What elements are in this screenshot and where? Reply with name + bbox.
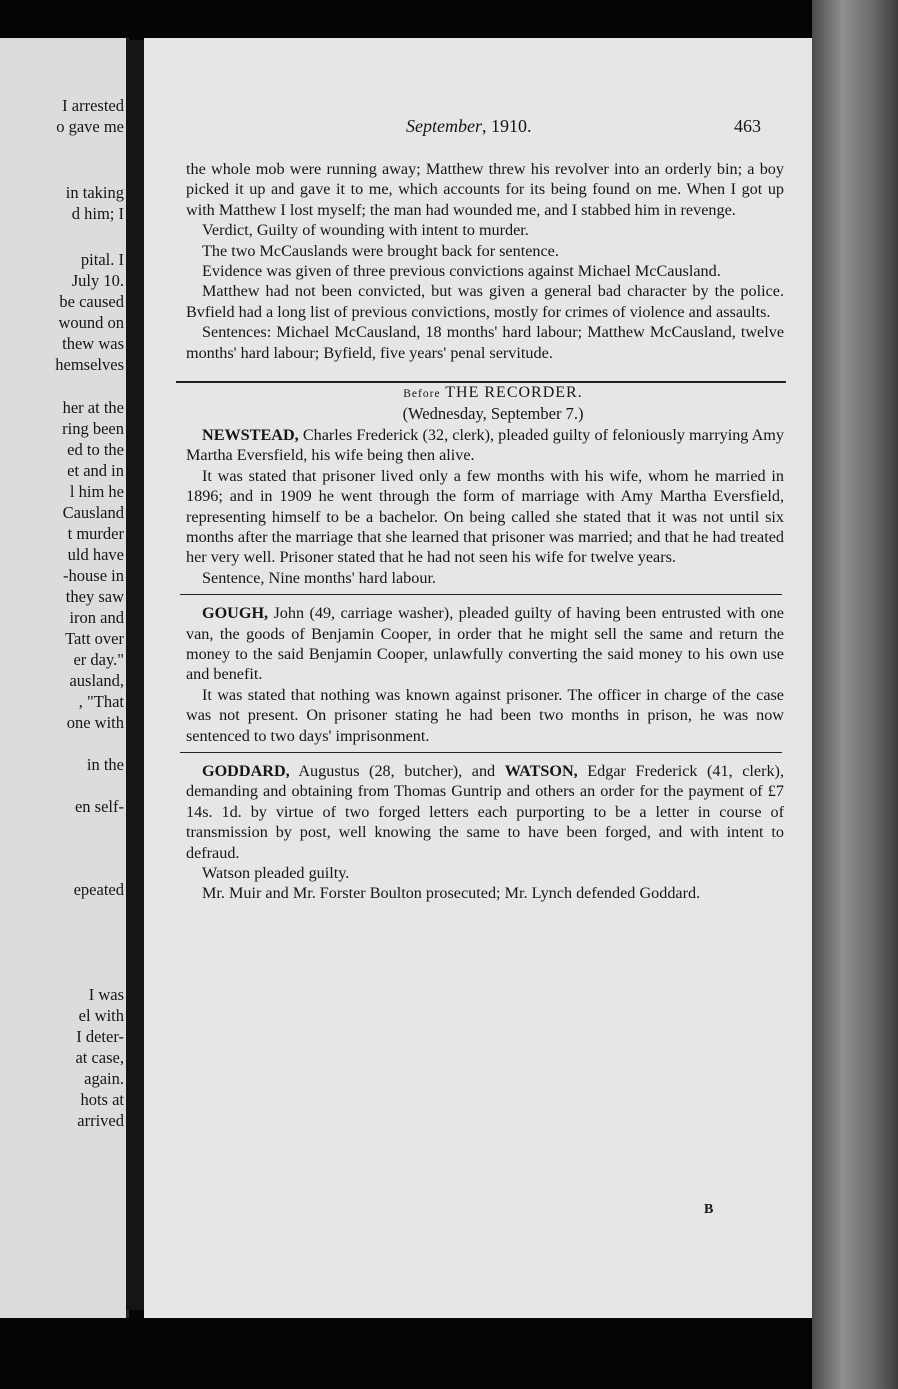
facing-page-fragment: en self- bbox=[74, 797, 124, 816]
defendant-newstead: NEWSTEAD, bbox=[202, 425, 299, 444]
facing-page-fragment: again. bbox=[84, 1069, 124, 1088]
book-gutter bbox=[126, 40, 144, 1310]
newstead-statement: It was stated that prisoner lived only a few months with his wife, whom he married in 1896; and in 1909 he went through the form of marriage with Amy Martha Eversfield, representing himself to be a bachelor. On being called she stated that it was not until six months after the marriage that she learned that prisoner was married; and that he had treated her very well. Prisoner stated that he had not seen his wife for twelve years. bbox=[186, 466, 784, 567]
facing-page-fragment: er day." bbox=[73, 650, 124, 669]
background-edge bbox=[812, 0, 898, 1389]
facing-page-fragment: d him; I bbox=[71, 204, 124, 223]
gough-charge bbox=[186, 603, 784, 685]
facing-page-fragment: be caused bbox=[59, 292, 124, 311]
section-heading bbox=[186, 383, 784, 404]
sentences-paragraph: Sentences: Michael McCausland, 18 months' hard labour; Matthew McCausland, twelve months' hard labour; Byfield, five years' penal servitude. bbox=[186, 323, 784, 362]
goddard-charge-text: Edgar Frederick (41, clerk), demanding and obtaining from Thomas Guntrip and others an order for the payment of £7 14s. 1d. by virtue of two forged letters each purporting to be a letter in course of transmission by post, well knowing the same to have been forged, and with intent to defraud. bbox=[186, 761, 784, 862]
facing-page-fragment: at case, bbox=[75, 1048, 124, 1067]
goddard-mid-text: Augustus (28, butcher), and bbox=[289, 761, 505, 780]
facing-page-fragment: ausland, bbox=[69, 671, 124, 690]
newstead-charge-text: Charles Frederick (32, clerk), pleaded guilty of feloniously marrying Amy Martha Eversfield, his wife being then alive. bbox=[186, 425, 784, 465]
gough-statement: It was stated that nothing was known against prisoner. The officer in charge of the case was not present. On prisoner stating he had been two months in prison, he was now sentenced to two days' imprisonment. bbox=[186, 685, 784, 745]
facing-page-fragment: el with bbox=[78, 1006, 124, 1025]
sentence-return-paragraph: The two McCauslands were brought back for sentence. bbox=[202, 241, 559, 260]
running-head-year: , 1910. bbox=[481, 116, 532, 136]
facing-page-fragment: hots at bbox=[80, 1090, 124, 1109]
defendant-gough: GOUGH, bbox=[202, 604, 269, 623]
facing-page-fragment: iron and bbox=[69, 608, 124, 627]
facing-page-fragment: -house in bbox=[63, 566, 124, 585]
facing-page-fragment: July 10. bbox=[71, 271, 124, 290]
facing-page-fragment: in the bbox=[86, 755, 124, 774]
facing-page-fragment: I deter- bbox=[76, 1027, 124, 1046]
heading-before: Before bbox=[403, 388, 441, 401]
facing-page-fragment: Causland bbox=[62, 503, 124, 522]
continued-testimony: the whole mob were running away; Matthew threw his revolver into an orderly bin; a boy picked it up and gave it to me, which accounts for its being found on me. When I got up with Matthew I lost myself; the man had wounded me, and I stabbed him in revenge. bbox=[186, 160, 784, 219]
verdict-paragraph: Verdict, Guilty of wounding with intent to murder. bbox=[202, 221, 529, 240]
facing-page-left bbox=[0, 38, 129, 1318]
newstead-charge bbox=[186, 425, 784, 466]
running-head-month: September bbox=[406, 116, 482, 136]
facing-page-fragment: , "That bbox=[78, 692, 124, 711]
facing-page-fragment: epeated bbox=[73, 880, 124, 899]
facing-page-fragment: arrived bbox=[77, 1111, 124, 1130]
facing-page-fragment: uld have bbox=[67, 545, 124, 564]
case-divider bbox=[180, 594, 782, 595]
case-divider bbox=[180, 752, 782, 753]
page-463 bbox=[144, 38, 812, 1318]
facing-page-fragment: her at the bbox=[62, 398, 124, 417]
signature-mark: B bbox=[704, 1202, 714, 1217]
running-head bbox=[406, 116, 531, 137]
facing-page-fragment: I was bbox=[88, 985, 124, 1004]
page-header bbox=[144, 116, 812, 142]
page-number: 463 bbox=[734, 116, 761, 136]
facing-page-fragment: I arrested bbox=[62, 96, 124, 115]
facing-page-fragment: wound on bbox=[58, 313, 124, 332]
page-body bbox=[186, 159, 784, 904]
evidence-paragraph: Evidence was given of three previous convictions against Michael McCausland. bbox=[202, 262, 721, 281]
gough-charge-text: John (49, carriage washer), pleaded guilty of having been entrusted with one van, the goods of Benjamin Cooper, in order that he might sell the same and return the money to the said Benjamin Cooper, unlawfully converting the said money to his own use and benefit. bbox=[186, 604, 784, 684]
facing-page-fragment: ed to the bbox=[67, 440, 124, 459]
facing-page-fragment: one with bbox=[66, 713, 124, 732]
session-date: (Wednesday, September 7.) bbox=[402, 404, 584, 424]
watson-plea: Watson pleaded guilty. bbox=[202, 864, 350, 882]
facing-page-fragment: l him he bbox=[69, 482, 124, 501]
facing-page-fragment: et and in bbox=[67, 461, 124, 480]
facing-page-fragment: hemselves bbox=[55, 355, 124, 374]
facing-page-fragment: they saw bbox=[65, 587, 124, 606]
defendant-goddard: GODDARD, bbox=[202, 761, 290, 780]
newstead-sentence: Sentence, Nine months' hard labour. bbox=[202, 568, 436, 587]
heading-recorder: THE RECORDER. bbox=[445, 384, 583, 402]
character-paragraph: Matthew had not been convicted, but was given a general bad character by the police. Bvfield had a long list of previous convictions, mostly for crimes of violence and assaults. bbox=[186, 282, 784, 321]
facing-page-fragment: o gave me bbox=[56, 117, 124, 136]
facing-page-fragment: thew was bbox=[62, 334, 124, 353]
counsel-paragraph: Mr. Muir and Mr. Forster Boulton prosecuted; Mr. Lynch defended Goddard. bbox=[202, 884, 701, 903]
facing-page-fragment: pital. I bbox=[80, 250, 124, 269]
goddard-watson-charge bbox=[186, 761, 784, 863]
facing-page-fragment: Tatt over bbox=[65, 629, 124, 648]
defendant-watson: WATSON, bbox=[504, 761, 578, 780]
facing-page-fragment: t murder bbox=[67, 524, 124, 543]
facing-page-fragment: ring been bbox=[62, 419, 124, 438]
facing-page-fragment: in taking bbox=[65, 183, 124, 202]
